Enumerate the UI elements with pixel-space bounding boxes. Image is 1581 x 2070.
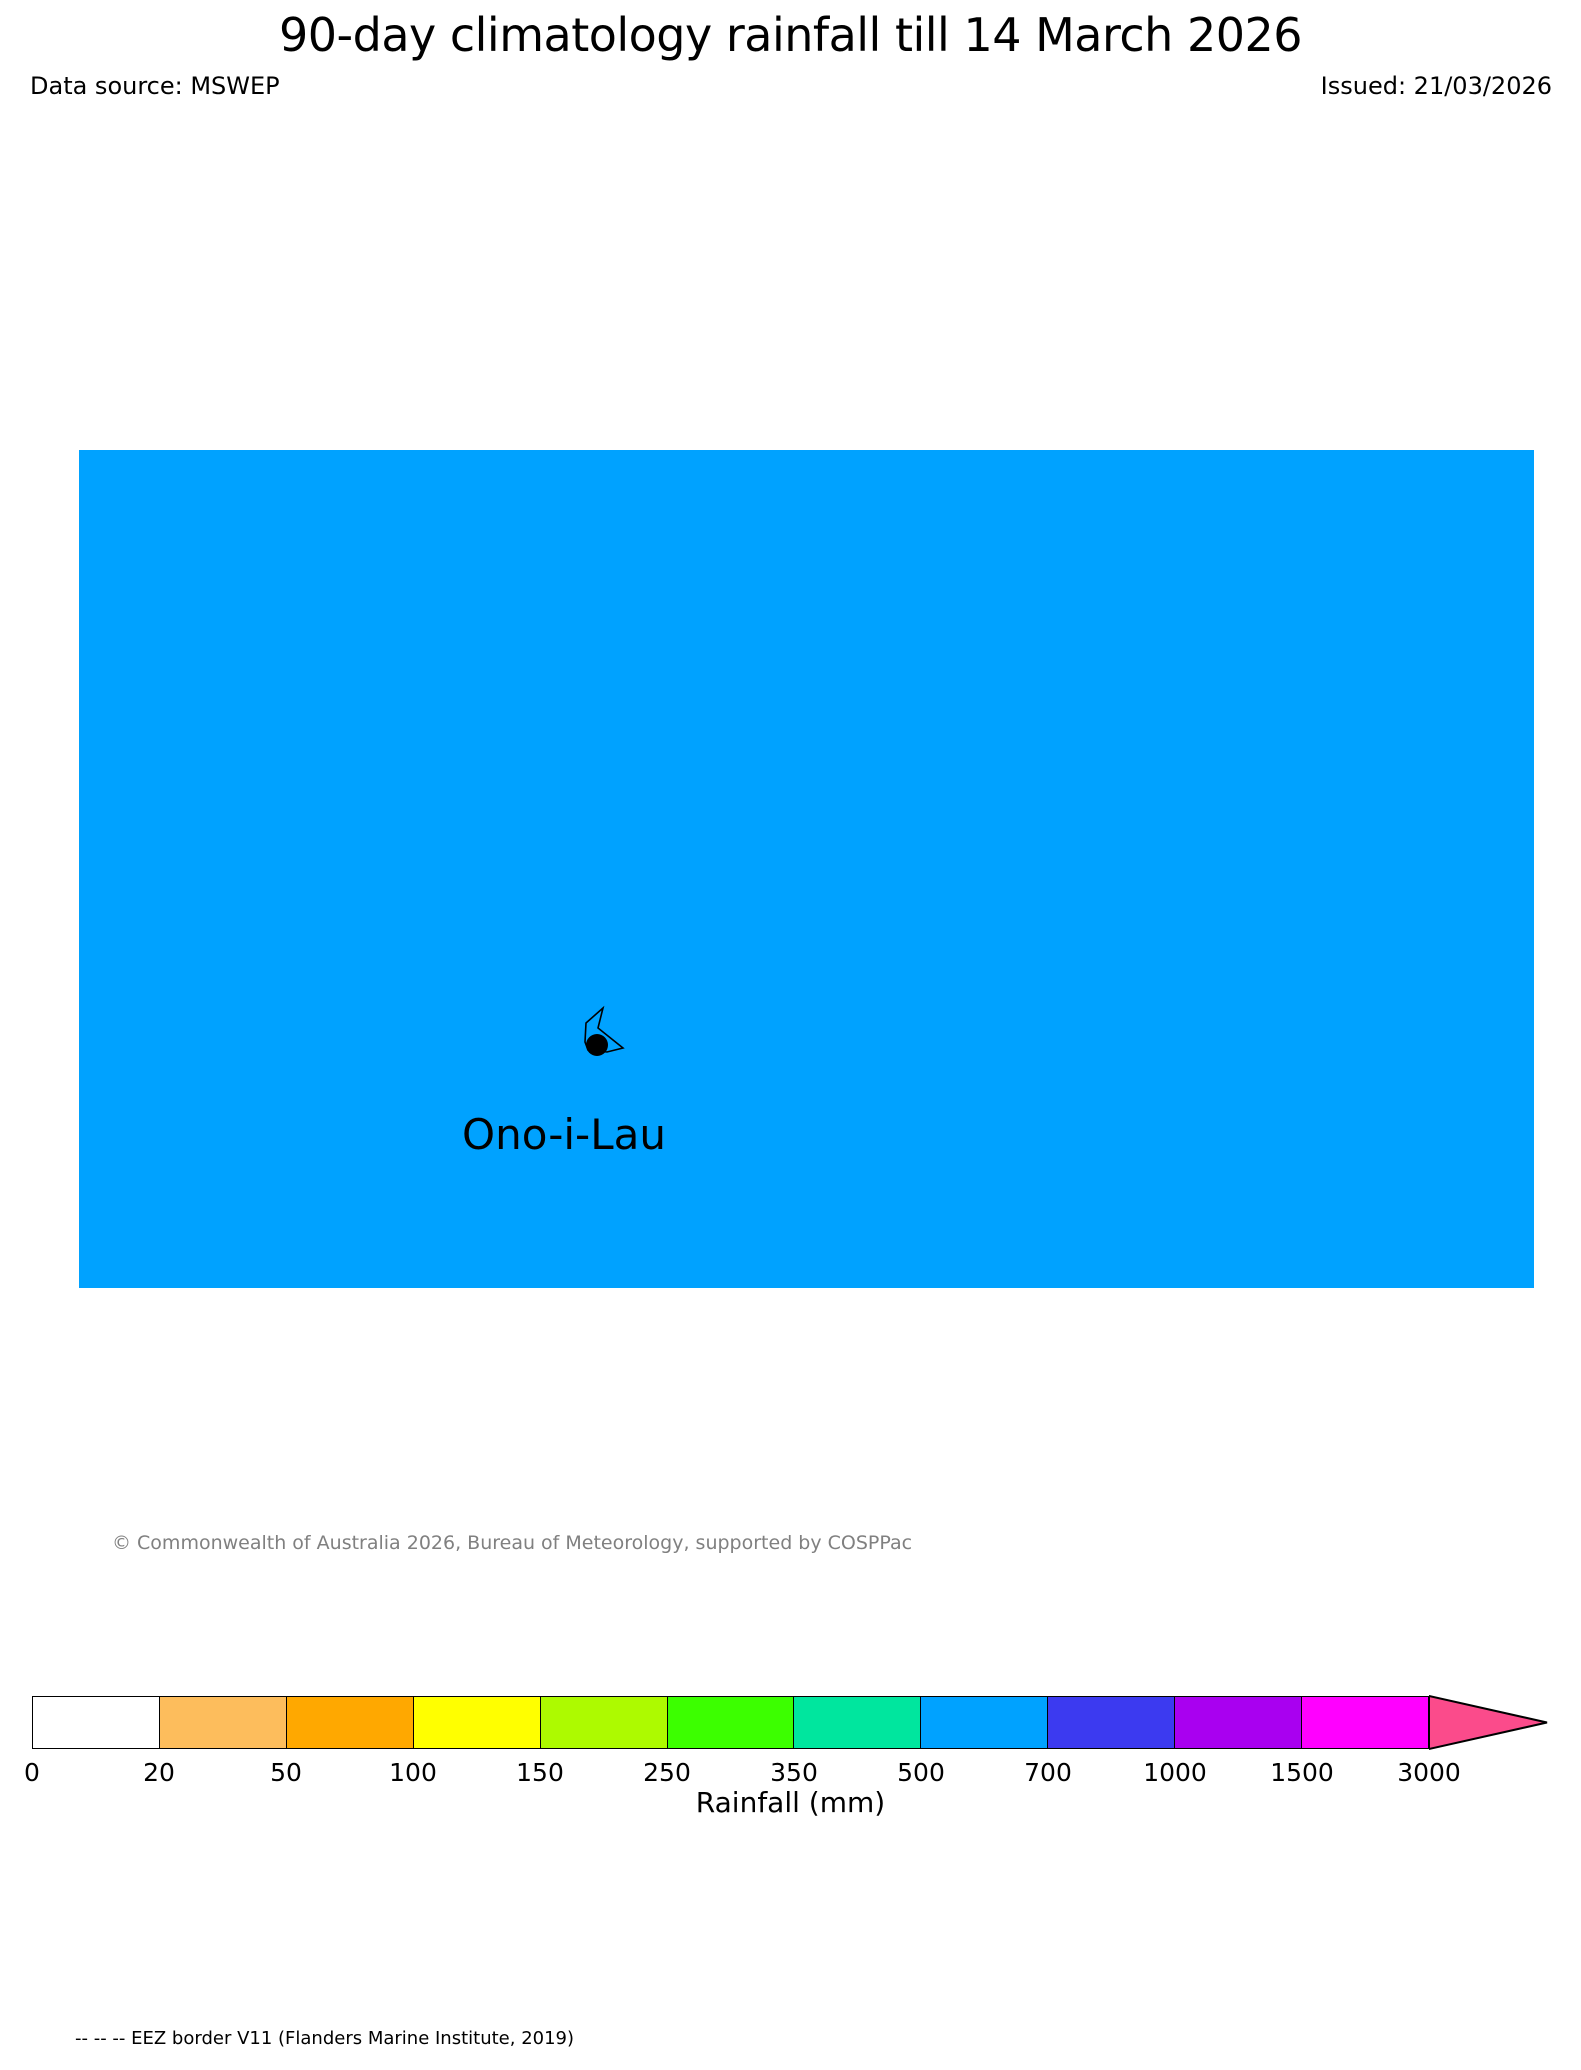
colorbar-tick-1500: 1500	[1270, 1758, 1334, 1787]
colorbar-tick-0: 0	[24, 1758, 40, 1787]
colorbar-tick-150: 150	[516, 1758, 564, 1787]
colorbar-tick-100: 100	[389, 1758, 437, 1787]
colorbar-tick-700: 700	[1024, 1758, 1072, 1787]
eez-border-footnote: -- -- -- EEZ border V11 (Flanders Marine Institute, 2019)	[75, 2028, 575, 2049]
colorbar-tick-350: 350	[770, 1758, 818, 1787]
colorbar-title: Rainfall (mm)	[695, 1786, 886, 1819]
data-source-label: Data source: MSWEP	[30, 72, 280, 100]
colorbar-segment-700-1000	[1047, 1697, 1174, 1748]
colorbar-overflow-arrow	[1429, 1694, 1553, 1751]
map-region	[79, 450, 1534, 1288]
colorbar-tick-3000: 3000	[1397, 1758, 1461, 1787]
island-label: Ono-i-Lau	[462, 1110, 666, 1159]
island-marker-icon	[570, 995, 660, 1070]
colorbar-tick-1000: 1000	[1143, 1758, 1207, 1787]
colorbar-segment-50-100	[286, 1697, 413, 1748]
colorbar-arrow-triangle	[1429, 1696, 1547, 1749]
page-title: 90-day climatology rainfall till 14 March 2026	[278, 8, 1303, 62]
colorbar-segment-100-150	[413, 1697, 540, 1748]
colorbar-tick-20: 20	[143, 1758, 175, 1787]
colorbar-segment-250-350	[667, 1697, 794, 1748]
copyright-notice: © Commonwealth of Australia 2026, Bureau of Meteorology, supported by COSPPac	[112, 1532, 913, 1554]
colorbar-segment-150-250	[540, 1697, 667, 1748]
colorbar-tick-250: 250	[643, 1758, 691, 1787]
colorbar-segment-350-500	[793, 1697, 920, 1748]
colorbar-segment-20-50	[159, 1697, 286, 1748]
colorbar-segment-1500-3000	[1301, 1697, 1428, 1748]
issued-date-label: Issued: 21/03/2026	[1320, 72, 1552, 100]
colorbar-segment-1000-1500	[1174, 1697, 1301, 1748]
island-dot	[586, 1034, 608, 1056]
colorbar-segment-0-20	[33, 1697, 159, 1748]
colorbar-tick-500: 500	[897, 1758, 945, 1787]
colorbar-segments	[32, 1696, 1429, 1749]
colorbar-segment-500-700	[920, 1697, 1047, 1748]
colorbar-tick-50: 50	[270, 1758, 302, 1787]
